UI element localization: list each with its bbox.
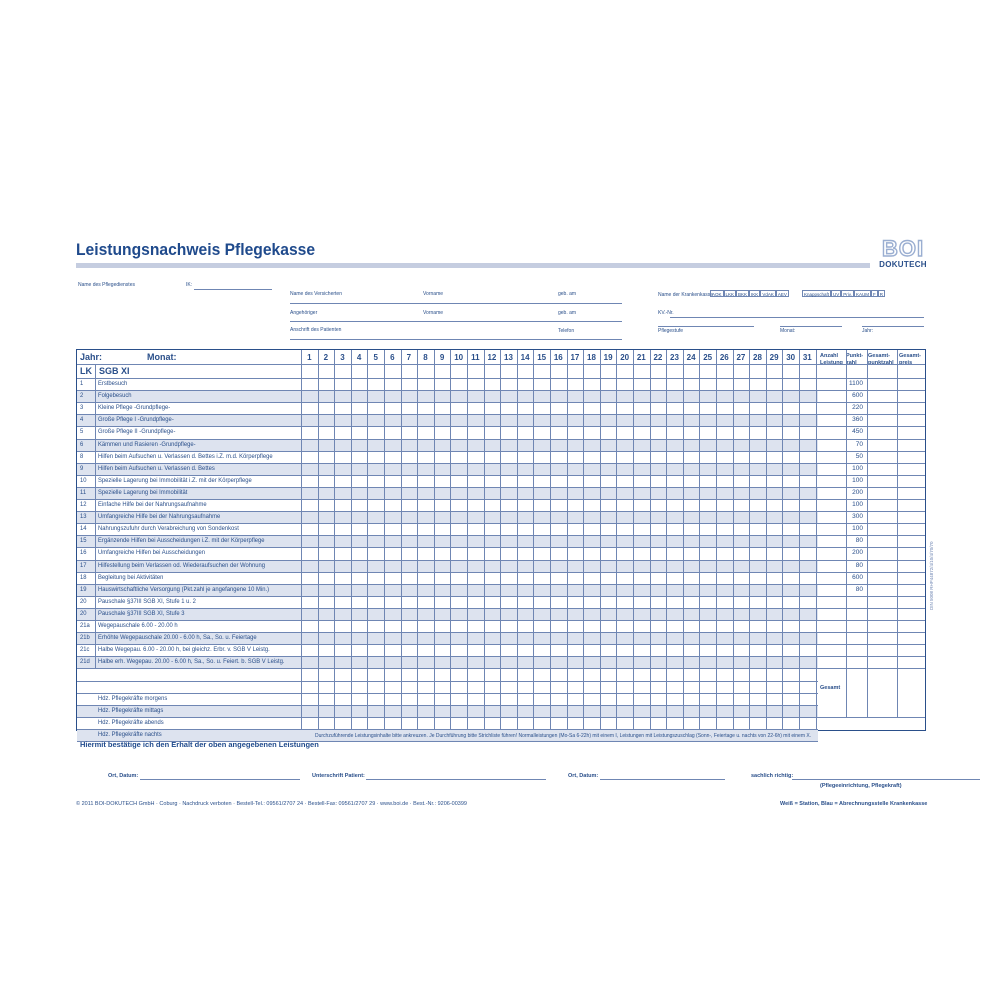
kassen-boxes-2 — [802, 290, 885, 297]
row-leistung: Ergänzende Hilfen bei Ausscheidungen i.Z. mit der Körperpflege — [98, 537, 265, 545]
row-lk: 3 — [80, 404, 84, 412]
row-stripe — [77, 487, 818, 499]
grid-vline — [484, 350, 485, 730]
table-jahr: Jahr: — [80, 352, 103, 362]
grid-vline — [334, 350, 335, 730]
grid-vline — [897, 350, 898, 717]
row-leistung: Pauschale §37III SGB XI, Stufe 1 u. 2 — [98, 597, 196, 605]
grid-vline — [782, 350, 783, 730]
row-leistung: Folgebesuch — [98, 392, 132, 400]
box-bkk[interactable]: BKK — [738, 292, 748, 297]
box-uv[interactable]: UV — [833, 292, 840, 297]
grid-vline — [434, 350, 435, 730]
col-punkt: Punkt-zahl — [846, 353, 864, 366]
label-sachlich: sachlich richtig: — [751, 773, 794, 779]
row-punktzahl: 1100 — [849, 380, 863, 387]
logo-sub: DOKUTECH — [879, 260, 927, 269]
row-lk: 4 — [80, 416, 84, 424]
row-punktzahl: 50 — [855, 452, 863, 460]
day-header: 28 — [753, 353, 762, 362]
pflegestufe-field[interactable] — [658, 326, 754, 327]
box-aok[interactable]: AOK — [712, 292, 722, 297]
row-punktzahl: 100 — [852, 464, 863, 472]
kvnr-field[interactable] — [670, 317, 924, 318]
day-header: 25 — [703, 353, 713, 362]
row-lk: 20 — [80, 597, 87, 605]
box-vdak[interactable]: VdAK — [762, 292, 774, 297]
row-lk: 2 — [80, 392, 84, 400]
kassen-boxes — [710, 290, 789, 297]
grid-vline — [666, 350, 667, 730]
day-header: 30 — [786, 353, 796, 362]
instruction-note: Durchzuführende Leistungsinhalte bitte ankreuzen. Je Durchführung bitte Strichliste führen! Normalleistungen (Mo-Sa 6-22h) mit einem I, Leistungen mit Leistungszuschlag (Sonn-, Feiertage u. nachts von 22-6h) mit einem X. — [315, 733, 812, 739]
day-header: 29 — [769, 353, 779, 362]
day-header: 6 — [390, 353, 395, 362]
label-angehoeriger: Angehöriger — [290, 310, 318, 316]
grid-vline — [450, 350, 451, 730]
row-punktzahl: 200 — [852, 549, 863, 557]
row-lk: 20 — [80, 609, 87, 617]
day-header: 2 — [323, 353, 329, 362]
label-ik: IK: — [186, 282, 193, 288]
row-lk: 5 — [80, 428, 84, 436]
grid-vline — [583, 350, 584, 730]
day-header: 26 — [719, 353, 729, 362]
day-header: 15 — [537, 353, 547, 362]
day-header: 4 — [356, 353, 362, 362]
day-header: 19 — [603, 353, 613, 362]
title-rule — [76, 263, 870, 268]
row-leistung: Umfangreiche Hilfe bei der Nahrungsaufnahme — [98, 513, 221, 521]
box-knappschaft[interactable]: Knappschaft — [804, 292, 830, 297]
day-header: 13 — [504, 353, 513, 362]
grid-vline — [650, 350, 651, 730]
side-code: DIN 5008 RHP44872/4/10/4/70/70 — [929, 541, 934, 610]
grid-hline — [77, 705, 818, 706]
box-ikk[interactable]: IKK — [751, 292, 759, 297]
row-lk: 17 — [80, 561, 87, 569]
day-header: 21 — [636, 353, 646, 362]
label-ort2: Ort, Datum: — [568, 773, 599, 779]
grid-hline — [77, 681, 818, 682]
grid-vline — [867, 350, 868, 717]
angehoeriger-field[interactable] — [290, 321, 622, 322]
confirmation-text: Hiermit bestätige ich den Erhalt der oben angegebenen Leistungen — [80, 740, 319, 749]
row-leistung: Kleine Pflege -Grundpflege- — [98, 404, 171, 412]
row-leistung: Große Pflege II -Grundpflege- — [98, 428, 176, 436]
row-leistung: Umfangreiche Hilfen bei Ausscheidungen — [98, 549, 206, 557]
day-header: 7 — [406, 353, 412, 362]
day-header: 14 — [520, 353, 530, 362]
logo-brand: BOI — [881, 236, 925, 261]
row-lk: 13 — [80, 513, 87, 521]
box-kaum[interactable]: KAUM — [855, 292, 869, 297]
box-aev[interactable]: AEV — [777, 292, 787, 297]
row-stripe — [77, 705, 818, 717]
label-kvnr: KV.-Nr. — [658, 310, 674, 316]
row-lk: 14 — [80, 525, 87, 533]
grid-vline — [749, 350, 750, 730]
row-lk: 15 — [80, 537, 87, 545]
grid-vline — [683, 350, 684, 730]
label-vorname1: Vorname — [423, 291, 444, 297]
row-leistung: Erstbesuch — [98, 380, 128, 387]
row-punktzahl: 80 — [855, 585, 863, 593]
label-pflegedienst: Name des Pflegedienstes — [78, 282, 135, 288]
gesamt-label: Gesamt — [820, 685, 841, 691]
grid-vline — [467, 350, 468, 730]
row-punktzahl: 360 — [852, 416, 863, 424]
row-punktzahl: 200 — [852, 488, 863, 496]
day-header: 10 — [454, 353, 464, 362]
grid-vline — [301, 350, 302, 730]
row-punktzahl: 80 — [855, 561, 863, 569]
row-stripe — [77, 414, 818, 426]
grid-vline — [766, 350, 767, 730]
grid-vline — [367, 350, 368, 730]
sachlich-field[interactable] — [792, 779, 980, 780]
day-header: 5 — [373, 353, 378, 362]
row-lk: 6 — [80, 440, 84, 448]
row-leistung: Kämmen und Rasieren -Grundpflege- — [98, 440, 196, 448]
unterschrift-field[interactable] — [366, 779, 546, 780]
label-geb1: geb. am — [558, 291, 577, 297]
label-ort1: Ort, Datum: — [108, 773, 139, 779]
page-title: Leistungsnachweis Pflegekasse — [76, 240, 316, 259]
box-f[interactable]: F — [872, 292, 876, 297]
row-lk: 21a — [80, 622, 90, 629]
table-lk: LK — [80, 366, 92, 376]
anschrift-field[interactable] — [290, 339, 622, 340]
label-einrichtung: (Pflegeeinrichtung, Pflegekraft) — [820, 783, 902, 789]
day-header: 9 — [439, 353, 445, 362]
row-leistung: Spezielle Lagerung bei Immobilität — [98, 488, 188, 496]
row-leistung: Hilfestellung beim Verlassen od. Wiederaufsuchen der Wohnung — [98, 561, 266, 569]
row-lk: 9 — [80, 464, 84, 472]
grid-vline — [351, 350, 352, 730]
row-lk: 21c — [80, 646, 90, 654]
ort1-field[interactable] — [140, 779, 300, 780]
label-anschrift: Anschrift des Patienten — [290, 327, 342, 333]
day-header: 17 — [570, 353, 580, 362]
staff-row: Hdz. Pflegekräfte morgens — [98, 694, 168, 702]
row-lk: 21b — [80, 634, 90, 642]
grid-vline — [716, 350, 717, 730]
row-leistung: Nahrungszufuhr durch Verabreichung von Sondenkost — [98, 525, 239, 533]
grid-vline — [600, 350, 601, 730]
grid-vline — [517, 350, 518, 730]
grid-hline — [77, 693, 818, 694]
row-punktzahl: 300 — [852, 513, 863, 521]
grid-hline — [77, 717, 818, 718]
row-punktzahl: 600 — [852, 573, 863, 581]
grid-vline — [733, 350, 734, 730]
label-jahr: Jahr: — [862, 328, 874, 334]
day-header: 20 — [620, 353, 630, 362]
grid-vline — [500, 350, 501, 730]
grid-vline — [799, 350, 800, 730]
label-telefon: Telefon — [558, 328, 575, 334]
staff-row: Hdz. Pflegekräfte nachts — [98, 730, 162, 738]
grid-vline — [816, 350, 817, 730]
row-leistung: Pauschale §37III SGB XI, Stufe 3 — [98, 609, 185, 617]
row-leistung: Hauswirtschaftliche Versorgung (Pkt.zahl je angefangene 10 Min.) — [98, 585, 270, 593]
grid-vline — [550, 350, 551, 730]
row-lk: 8 — [80, 452, 84, 460]
row-lk: 16 — [80, 549, 87, 557]
label-versicherter: Name des Versicherten — [290, 291, 342, 297]
row-lk: 10 — [80, 476, 87, 484]
row-leistung: Halbe erh. Wegepau. 20.00 - 6.00 h, Sa., So. u. Feiert. b. SGB V Leistg. — [98, 658, 285, 666]
row-lk: 1 — [80, 380, 84, 387]
ort2-field[interactable] — [600, 779, 725, 780]
grid-vline — [699, 350, 700, 730]
day-header: 22 — [653, 353, 663, 362]
row-leistung: Große Pflege I -Grundpflege- — [98, 416, 174, 424]
col-gesamtpunkt: Gesamt-punktzahl — [868, 353, 894, 366]
box-lkk[interactable]: LKK — [725, 292, 735, 297]
grid-hline — [77, 729, 818, 730]
ik-field[interactable] — [194, 289, 272, 290]
grid-vline — [318, 350, 319, 730]
table-sgb: SGB XI — [99, 366, 130, 376]
day-header: 27 — [736, 353, 746, 362]
grid-vline — [616, 350, 617, 730]
day-header: 23 — [670, 353, 679, 362]
row-leistung: Einfache Hilfe bei der Nahrungsaufnahme — [98, 501, 207, 508]
row-lk: 11 — [80, 488, 87, 496]
row-lk: 12 — [80, 501, 87, 508]
row-punktzahl: 100 — [852, 501, 863, 508]
row-punktzahl: 70 — [855, 440, 863, 448]
day-header: 16 — [553, 353, 563, 362]
box-r[interactable]: R — [879, 292, 883, 297]
grid-vline — [95, 364, 96, 668]
row-lk: 21d — [80, 658, 90, 666]
boi-logo — [876, 238, 930, 272]
table-monat: Monat: — [147, 352, 177, 362]
staff-row: Hdz. Pflegekräfte abends — [98, 718, 164, 726]
grid-vline — [384, 350, 385, 730]
row-stripe — [77, 608, 818, 620]
row-leistung: Hilfen beim Aufsuchen u. Verlassen d. Bettes — [98, 464, 215, 472]
row-punktzahl: 100 — [852, 476, 863, 484]
row-lk: 19 — [80, 585, 87, 593]
row-leistung: Wegepauschale 6.00 - 20.00 h — [98, 622, 178, 629]
staff-row: Hdz. Pflegekräfte mittags — [98, 706, 164, 714]
day-header: 31 — [802, 353, 812, 362]
row-stripe — [77, 390, 818, 402]
day-header: 18 — [587, 353, 596, 362]
day-header: 24 — [686, 353, 696, 362]
row-leistung: Erhöhte Wegepauschale 20.00 - 6.00 h, Sa., So. u. Feiertage — [98, 634, 257, 642]
grid-vline — [633, 350, 634, 730]
grid-vline — [567, 350, 568, 730]
jahr-field[interactable] — [862, 326, 924, 327]
label-geb2: geb. am — [558, 310, 577, 316]
versicherter-field[interactable] — [290, 303, 622, 304]
day-header: 12 — [487, 353, 497, 362]
box-priv[interactable]: Priv. — [843, 292, 852, 297]
day-header: 11 — [471, 353, 480, 362]
row-punktzahl: 450 — [852, 428, 863, 436]
footer-copies: Weiß = Station, Blau = Abrechnungsstelle Krankenkasse — [780, 801, 928, 807]
row-punktzahl: 600 — [852, 392, 863, 400]
grid-vline — [401, 350, 402, 730]
grid-vline — [417, 350, 418, 730]
col-anzahl: Anzahl Leistung — [820, 353, 843, 366]
col-gesamtpreis: Gesamt-preis — [899, 353, 922, 366]
row-punktzahl: 80 — [855, 537, 863, 545]
label-krankenkasse: Name der Krankenkasse — [658, 292, 714, 298]
day-header: 3 — [340, 353, 345, 362]
label-unterschrift: Unterschrift Patient: — [312, 773, 365, 779]
grid-hline — [818, 717, 925, 718]
row-leistung: Begleitung bei Aktivitäten — [98, 573, 164, 581]
day-header: 1 — [307, 353, 312, 362]
row-punktzahl: 220 — [852, 404, 863, 412]
day-header: 8 — [423, 353, 428, 362]
row-lk: 18 — [80, 573, 87, 581]
grid-vline — [533, 350, 534, 730]
label-pflegestufe: Pflegestufe — [658, 328, 684, 334]
footer-copyright: © 2011 BOI-DOKUTECH GmbH · Coburg · Nachdruck verboten · Bestell-Tel.: 09561/2707 24 · Bestell-Fax: 09561/2707 29 · www.boi.de · Best.-Nr.: 9206-00399 — [76, 801, 467, 807]
row-leistung: Spezielle Lagerung bei Immobilität i.Z. mit der Körperpflege — [98, 476, 252, 484]
row-punktzahl: 100 — [852, 525, 863, 533]
row-leistung: Hilfen beim Aufsuchen u. Verlassen d. Bettes i.Z. m.d. Körperpflege — [98, 452, 273, 460]
monat-field[interactable] — [780, 326, 842, 327]
label-monat: Monat: — [780, 328, 796, 334]
label-vorname2: Vorname — [423, 310, 444, 316]
row-leistung: Halbe Wegepau. 6.00 - 20.00 h, bei gleichz. Erbr. v. SGB V Leistg. — [98, 646, 270, 654]
